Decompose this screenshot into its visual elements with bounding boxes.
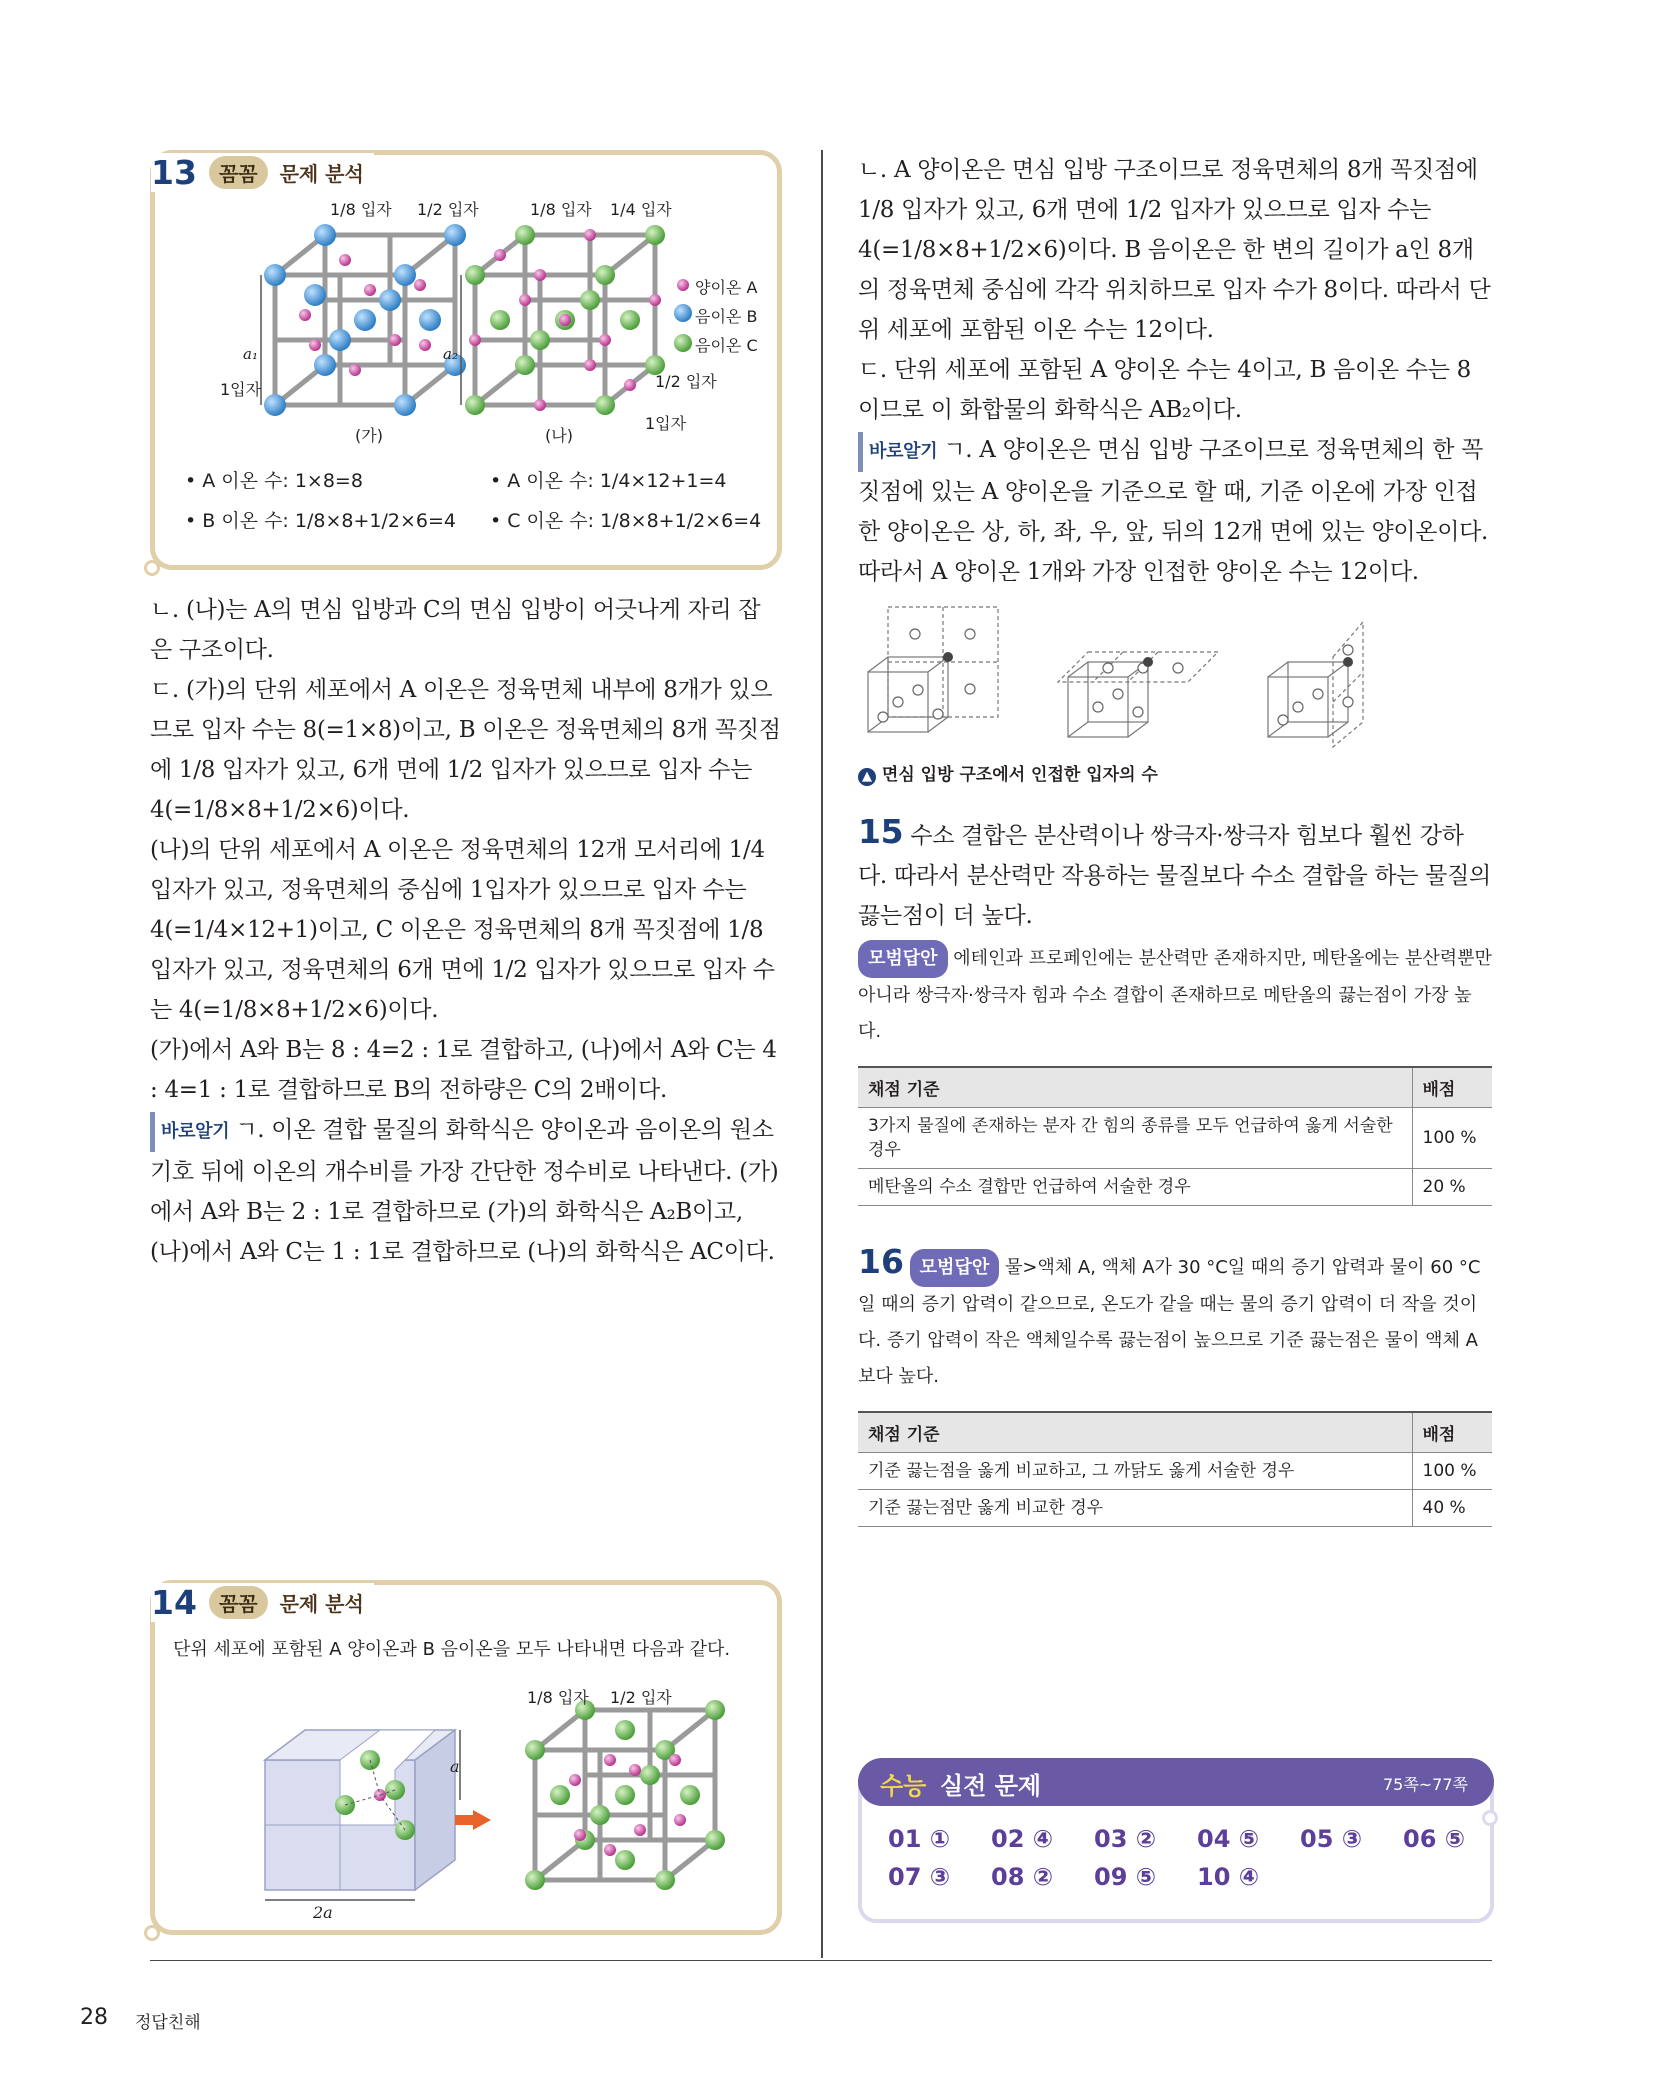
label-1-2-a: 1/2 입자 <box>417 200 479 219</box>
legend-anion-c: 음이온 C <box>695 336 758 355</box>
q14-analysis-box <box>150 1580 782 1935</box>
label-na: (나) <box>545 426 573 445</box>
q15-score-table <box>858 1066 1492 1206</box>
q14-baro-tag: 바로알기 <box>858 432 937 472</box>
q13-explanation <box>150 590 782 1272</box>
q15-number: 15 <box>858 812 904 851</box>
q14-crystal-figure <box>155 1680 787 1910</box>
q14-number: 14 <box>151 1583 197 1622</box>
q16-row2-score: 40 % <box>1412 1490 1492 1527</box>
legend-anion-b: 음이온 B <box>695 307 758 326</box>
suneung-title-a: 수능 <box>880 1772 927 1800</box>
q14-label-a: a <box>450 1757 460 1776</box>
suneung-answers <box>888 1820 1506 1896</box>
q16-row1-criteria: 기준 끓는점을 옳게 비교하고, 그 까닭도 옳게 서술한 경우 <box>858 1453 1412 1490</box>
q16-text: 물>액체 A, 액체 A가 30 °C일 때의 증기 압력과 물이 60 °C일 때의 증기 압력이 같으므로, 온도가 같을 때는 물의 증기 압력이 더 작을 것이다. 증기 압력이 작은 액체일수록 끓는점이 높으므로 기준 끓는점은 물이 액체 A보다 높다. <box>858 1257 1481 1387</box>
q13-legend <box>695 273 758 360</box>
label-one-particle-right: 1입자 <box>645 414 687 433</box>
q13-para-n: ㄴ. (나)는 A의 면심 입방과 C의 면심 입방이 어긋나게 자리 잡은 구조이다. <box>150 597 761 663</box>
q14-box-title: 문제 분석 <box>279 1592 364 1616</box>
q15-th-score: 배점 <box>1412 1067 1492 1108</box>
answer-02: 02 ④ <box>991 1825 1054 1853</box>
q16-row1-score: 100 % <box>1412 1453 1492 1490</box>
q13-baro-tag: 바로알기 <box>150 1112 229 1152</box>
q14-baro <box>858 430 1492 592</box>
label-1-4-b: 1/4 입자 <box>610 200 672 219</box>
q14-para-n: ㄴ. A 양이온은 면심 입방 구조이므로 정육면체의 8개 꼭짓점에 1/8 입자가 있고, 6개 면에 1/2 입자가 있으므로 입자 수는 4(=1/8×8+1/2×6)이다. B 음이온은 한 변의 길이가 a인 8개의 정육면체 중심에 각각 위치하므로 입자 수가 8이다. 따라서 단위 세포에 포함된 이온 수는 12이다. <box>858 157 1491 343</box>
q16-block <box>858 1244 1492 1527</box>
q13-para-ratio: (가)에서 A와 B는 8 : 4=2 : 1로 결합하고, (나)에서 A와 C는 4 : 4=1 : 1로 결합하므로 B의 전하량은 C의 2배이다. <box>150 1037 777 1103</box>
q15-block <box>858 812 1492 1206</box>
q14-label-1-2: 1/2 입자 <box>610 1688 672 1707</box>
q13-crystal-figure <box>155 195 787 455</box>
q15-text: 수소 결합은 분산력이나 쌍극자·쌍극자 힘보다 훨씬 강하다. 따라서 분산력만 작용하는 물질보다 수소 결합을 하는 물질의 끓는점이 더 높다. <box>858 823 1491 929</box>
answer-box-knob <box>1482 1810 1498 1826</box>
q13-counts-right <box>490 461 761 541</box>
q13-para-na: (나)의 단위 세포에서 A 이온은 정육면체의 12개 모서리에 1/4 입자가 있고, 정육면체의 중심에 1입자가 있으므로 입자 수는 4(=1/4×12+1)이고, C 이온은 정육면체의 8개 꼭짓점에 1/8 입자가 있고, 정육면체의 6개 면에 1/2 입자가 있으므로 입자 수는 4(=1/8×8+1/2×6)이다. <box>150 837 775 1023</box>
label-a1: a₁ <box>243 345 258 363</box>
answer-03: 03 ② <box>1094 1825 1157 1853</box>
q15-row2-criteria: 메탄올의 수소 결합만 언급하여 서술한 경우 <box>858 1169 1412 1206</box>
label-one-particle-left: 1입자 <box>220 380 262 399</box>
fcc-figure-caption <box>858 760 1492 786</box>
label-1-8-a: 1/8 입자 <box>330 200 392 219</box>
caption-arrow-icon: ▲ <box>858 768 876 786</box>
q15-row2-score: 20 % <box>1412 1169 1492 1206</box>
count-a-na: • A 이온 수: 1/4×12+1=4 <box>490 470 727 492</box>
label-a2: a₂ <box>443 345 458 363</box>
count-c-na: • C 이온 수: 1/8×8+1/2×6=4 <box>490 510 762 532</box>
q16-row2-criteria: 기준 끓는점만 옳게 비교한 경우 <box>858 1490 1412 1527</box>
fcc-neighbor-figure <box>858 602 1492 752</box>
table-row <box>858 1453 1492 1490</box>
answer-06: 06 ⑤ <box>1403 1825 1466 1853</box>
q15-model-text: 에테인과 프로페인에는 분산력만 존재하지만, 메탄올에는 분산력뿐만 아니라 쌍극자·쌍극자 힘과 수소 결합이 존재하므로 메탄올의 끓는점이 가장 높다. <box>858 948 1492 1042</box>
q14-label-1-8: 1/8 입자 <box>527 1688 589 1707</box>
column-divider <box>821 150 823 1958</box>
left-column <box>150 150 782 1922</box>
table-row <box>858 1108 1492 1169</box>
q15-row1-criteria: 3가지 물질에 존재하는 분자 간 힘의 종류를 모두 언급하여 옳게 서술한 경우 <box>858 1108 1412 1169</box>
legend-cation-a: 양이온 A <box>695 278 758 297</box>
q15-row1-score: 100 % <box>1412 1108 1492 1169</box>
count-b-ga: • B 이온 수: 1/8×8+1/2×6=4 <box>185 510 456 532</box>
box-knob-14 <box>144 1925 160 1941</box>
label-ga: (가) <box>355 426 383 445</box>
suneung-title-b: 실전 문제 <box>940 1772 1042 1800</box>
q15-model-line <box>858 940 1492 1050</box>
label-half-particle-right: 1/2 입자 <box>655 372 717 391</box>
answer-04: 04 ⑤ <box>1197 1825 1260 1853</box>
answer-09: 09 ⑤ <box>1094 1863 1157 1891</box>
box-knob <box>144 560 160 576</box>
q13-number: 13 <box>151 153 197 192</box>
q13-analysis-box <box>150 150 782 570</box>
q14-large-cube <box>265 1730 455 1890</box>
answer-07: 07 ③ <box>888 1863 951 1891</box>
fcc-caption-text: 면심 입방 구조에서 인접한 입자의 수 <box>881 765 1158 785</box>
q13-box-title: 문제 분석 <box>279 162 364 186</box>
answer-01: 01 ① <box>888 1825 951 1853</box>
footer-rule <box>150 1960 1492 1961</box>
q13-baro <box>150 1110 782 1272</box>
table-row <box>858 1169 1492 1206</box>
page-number: 28 <box>80 2005 108 2030</box>
answer-05: 05 ③ <box>1300 1825 1363 1853</box>
q15-th-criteria: 채점 기준 <box>858 1067 1412 1108</box>
q16-th-score: 배점 <box>1412 1412 1492 1453</box>
q16-model-pill: 모범답안 <box>910 1249 1000 1287</box>
q16-text-line <box>858 1244 1492 1395</box>
answer-08: 08 ② <box>991 1863 1054 1891</box>
q13-baro-text: ㄱ. 이온 결합 물질의 화학식은 양이온과 음이온의 원소 기호 뒤에 이온의 개수비를 가장 간단한 정수비로 나타낸다. (가)에서 A와 B는 2 : 1로 결합하므로 (가)의 화학식은 A₂B이고, (나)에서 A와 C는 1 : 1로 결합하므로 (나)의 화학식은 AC이다. <box>150 1117 779 1265</box>
suneung-header <box>858 1758 1494 1806</box>
q13-para-d: ㄷ. (가)의 단위 세포에서 A 이온은 정육면체 내부에 8개가 있으므로 입자 수는 8(=1×8)이고, B 이온은 정육면체의 8개 꼭짓점에 1/8 입자가 있고, 6개 면에 1/2 입자가 있으므로 입자 수는 4(=1/8×8+1/2×6)이다. <box>150 677 781 823</box>
q16-number: 16 <box>858 1242 904 1281</box>
right-column <box>858 150 1492 1527</box>
q14-intro: 단위 세포에 포함된 A 양이온과 B 음이온을 모두 나타내면 다음과 같다. <box>173 1639 731 1660</box>
q13-badge: 꼼꼼 <box>209 156 268 189</box>
q13-counts-left <box>185 461 456 541</box>
q14-badge: 꼼꼼 <box>209 1586 268 1619</box>
q14-baro-text: ㄱ. A 양이온은 면심 입방 구조이므로 정육면체의 한 꼭짓점에 있는 A 양이온을 기준으로 할 때, 기준 이온에 가장 인접한 양이온은 상, 하, 좌, 우, 앞, 뒤의 12개 면에 있는 양이온이다. 따라서 A 양이온 1개와 가장 인접한 양이온 수는 12이다. <box>858 437 1489 585</box>
count-a-ga: • A 이온 수: 1×8=8 <box>185 470 363 492</box>
q16-th-criteria: 채점 기준 <box>858 1412 1412 1453</box>
label-1-8-b: 1/8 입자 <box>530 200 592 219</box>
q15-text-line <box>858 812 1492 936</box>
q14-para-d: ㄷ. 단위 세포에 포함된 A 양이온 수는 4이고, B 음이온 수는 8이므로 이 화합물의 화학식은 AB₂이다. <box>858 357 1472 423</box>
suneung-pages: 75쪽~77쪽 <box>1382 1775 1468 1794</box>
answer-10: 10 ④ <box>1197 1863 1260 1891</box>
q14-label-2a: 2a <box>313 1903 333 1922</box>
footer-label: 정답친해 <box>135 2013 201 2033</box>
q15-model-pill: 모범답안 <box>858 940 948 978</box>
q16-score-table <box>858 1411 1492 1527</box>
table-row <box>858 1490 1492 1527</box>
